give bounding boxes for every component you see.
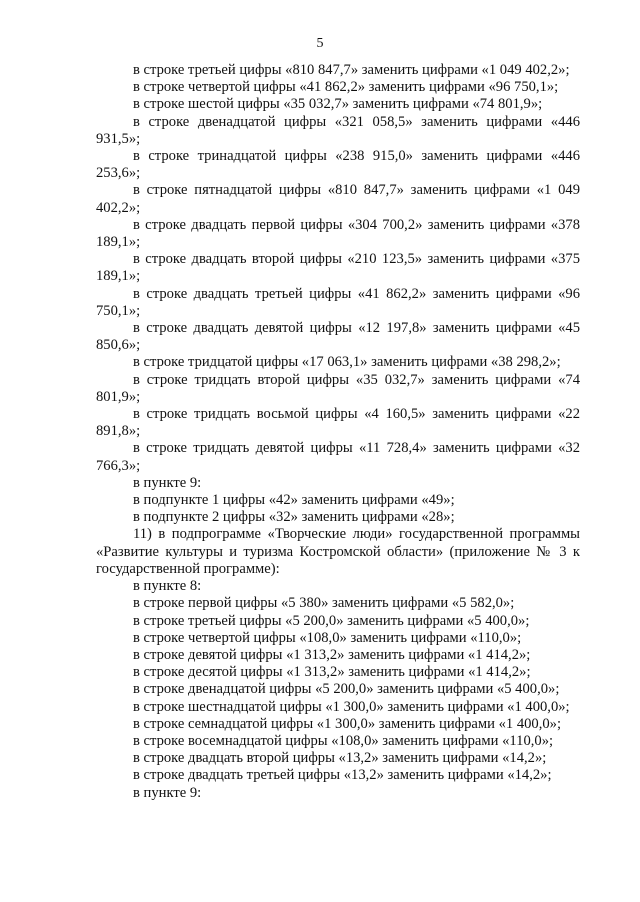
- paragraph: в строке четвертой цифры «41 862,2» заменить цифрами «96 750,1»;: [133, 79, 559, 96]
- paragraph: в пункте 9:: [133, 784, 202, 801]
- paragraph: в строке двадцать второй цифры «210 123,5» заменить цифрами «375 189,1»;: [96, 251, 580, 285]
- paragraph: в строке двадцать третьей цифры «13,2» заменить цифрами «14,2»;: [133, 767, 552, 784]
- paragraph: в строке тридцать восьмой цифры «4 160,5» заменить цифрами «22 891,8»;: [96, 406, 580, 440]
- paragraph: в строке тридцать второй цифры «35 032,7» заменить цифрами «74 801,9»;: [96, 371, 580, 405]
- paragraph: в строке семнадцатой цифры «1 300,0» заменить цифрами «1 400,0»;: [133, 715, 562, 732]
- paragraph: в подпункте 1 цифры «42» заменить цифрами «49»;: [133, 492, 455, 509]
- paragraph: в строке тридцать девятой цифры «11 728,4» заменить цифрами «32 766,3»;: [96, 440, 580, 474]
- paragraph: в строке двенадцатой цифры «5 200,0» заменить цифрами «5 400,0»;: [133, 681, 560, 698]
- paragraph: в строке тридцатой цифры «17 063,1» заменить цифрами «38 298,2»;: [133, 354, 561, 371]
- paragraph: в строке девятой цифры «1 313,2» заменить цифрами «1 414,2»;: [133, 646, 531, 663]
- paragraph: в строке шестнадцатой цифры «1 300,0» заменить цифрами «1 400,0»;: [133, 698, 570, 715]
- paragraph: в строке четвертой цифры «108,0» заменить цифрами «110,0»;: [133, 629, 522, 646]
- paragraph: в строке третьей цифры «810 847,7» заменить цифрами «1 049 402,2»;: [133, 62, 570, 78]
- paragraph: в пункте 9:: [133, 474, 202, 491]
- paragraph: в строке двадцать первой цифры «304 700,2» заменить цифрами «378 189,1»;: [96, 216, 580, 251]
- paragraph: в строке шестой цифры «35 032,7» заменить цифрами «74 801,9»;: [133, 96, 543, 113]
- paragraph: в подпункте 2 цифры «32» заменить цифрами «28»;: [133, 509, 455, 526]
- paragraph: в строке первой цифры «5 380» заменить цифрами «5 582,0»;: [133, 595, 515, 612]
- paragraph: в пункте 8:: [133, 578, 202, 595]
- paragraph: в строке восемнадцатой цифры «108,0» заменить цифрами «110,0»;: [133, 732, 554, 749]
- paragraph: 11) в подпрограмме «Творческие люди» государственной программы «Развитие культуры и туризма Костромской области» (приложение № 3 к государственной программе):: [96, 526, 580, 577]
- paragraph: в строке десятой цифры «1 313,2» заменить цифрами «1 414,2»;: [133, 664, 531, 681]
- paragraph: в строке двадцать девятой цифры «12 197,8» заменить цифрами «45 850,6»;: [96, 320, 580, 354]
- paragraph: в строке тринадцатой цифры «238 915,0» заменить цифрами «446 253,6»;: [96, 148, 580, 182]
- paragraph: в строке двадцать третьей цифры «41 862,2» заменить цифрами «96 750,1»;: [96, 285, 580, 319]
- document-body: [96, 62, 580, 802]
- paragraph: в строке пятнадцатой цифры «810 847,7» заменить цифрами «1 049 402,2»;: [96, 182, 580, 216]
- paragraph: в строке двенадцатой цифры «321 058,5» заменить цифрами «446 931,5»;: [96, 113, 580, 147]
- page-number: 5: [316, 36, 324, 51]
- paragraph: в строке двадцать второй цифры «13,2» заменить цифрами «14,2»;: [133, 750, 547, 767]
- paragraph: в строке третьей цифры «5 200,0» заменить цифрами «5 400,0»;: [133, 612, 530, 629]
